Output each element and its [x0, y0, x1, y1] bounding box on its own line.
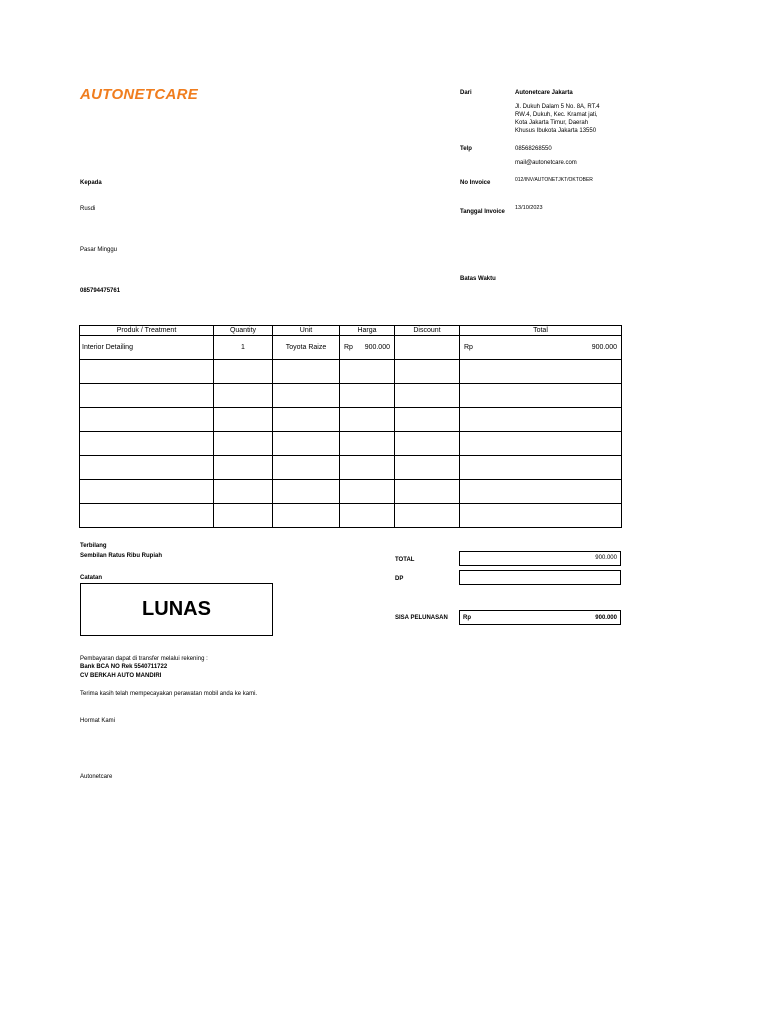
cell-qty	[214, 408, 273, 432]
cell-discount	[395, 432, 460, 456]
brand-part2: CARE	[154, 86, 199, 103]
cell-total	[460, 360, 622, 384]
total-currency: Rp	[464, 344, 473, 351]
cell-product	[80, 432, 214, 456]
cell-discount	[395, 456, 460, 480]
cell-price	[340, 504, 395, 528]
address-line-2: RW.4, Dukuh, Kec. Kramat jati,	[515, 112, 598, 118]
cell-qty	[214, 504, 273, 528]
table-row	[80, 384, 622, 408]
sisa-label: SISA PELUNASAN	[395, 615, 448, 621]
cell-total	[460, 408, 622, 432]
col-header-total: Total	[460, 326, 622, 336]
cell-price	[340, 456, 395, 480]
table-row	[80, 504, 622, 528]
col-header-discount: Discount	[395, 326, 460, 336]
cell-product	[80, 360, 214, 384]
catatan-label: Catatan	[80, 575, 103, 581]
cell-total	[460, 480, 622, 504]
total-amount: 900.000	[595, 555, 617, 561]
bank-account: Bank BCA NO Rek 5540711722	[80, 664, 168, 670]
cell-qty	[214, 360, 273, 384]
cell-product	[80, 408, 214, 432]
account-holder: CV BERKAH AUTO MANDIRI	[80, 673, 162, 679]
cell-unit	[273, 408, 340, 432]
table-row	[80, 432, 622, 456]
col-header-price: Harga	[340, 326, 395, 336]
sender-phone: 08568268550	[515, 146, 552, 152]
cell-qty	[214, 480, 273, 504]
cell-discount	[395, 480, 460, 504]
terbilang-value: Sembilan Ratus Ribu Rupiah	[80, 553, 163, 559]
total-box	[459, 551, 621, 566]
cell-product	[80, 456, 214, 480]
cell-total	[460, 336, 622, 360]
cell-price	[340, 336, 395, 360]
cell-qty	[214, 384, 273, 408]
dp-box	[459, 570, 621, 585]
cell-price	[340, 432, 395, 456]
company-name: Autonetcare Jakarta	[515, 90, 573, 96]
cell-discount	[395, 360, 460, 384]
regards-text: Hormat Kami	[80, 718, 116, 724]
cell-unit	[273, 504, 340, 528]
recipient-name: Rusdi	[80, 206, 96, 212]
invoice-date: 13/10/2023	[515, 205, 543, 211]
sisa-box	[459, 610, 621, 625]
paid-stamp: LUNAS	[80, 583, 273, 636]
col-header-quantity: Quantity	[214, 326, 273, 336]
cell-qty: 1	[214, 336, 273, 360]
address-line-1: Jl. Dukuh Dalam 5 No. 8A, RT.4	[515, 104, 600, 110]
table-row	[80, 456, 622, 480]
sisa-amount: 900.000	[595, 615, 617, 621]
cell-unit	[273, 480, 340, 504]
cell-qty	[214, 456, 273, 480]
cell-price	[340, 360, 395, 384]
cell-price	[340, 480, 395, 504]
col-header-unit: Unit	[273, 326, 340, 336]
phone-label: Telp	[460, 146, 472, 152]
cell-unit	[273, 456, 340, 480]
recipient-phone: 085794475761	[80, 288, 121, 294]
table-row	[80, 360, 622, 384]
cell-unit	[273, 432, 340, 456]
items-table	[79, 325, 622, 528]
recipient-area: Pasar Minggu	[80, 247, 118, 253]
terbilang-label: Terbilang	[80, 543, 107, 549]
brand-logo	[80, 86, 198, 103]
col-header-product: Produk / Treatment	[80, 326, 214, 336]
cell-product	[80, 504, 214, 528]
table-row	[80, 336, 622, 360]
invoice-no: 012/INV/AUTONETJKT/OKTOBER	[515, 177, 593, 183]
dp-label: DP	[395, 576, 404, 582]
cell-product	[80, 384, 214, 408]
cell-discount	[395, 336, 460, 360]
sisa-currency: Rp	[463, 615, 471, 621]
cell-product	[80, 480, 214, 504]
to-label: Kepada	[80, 180, 102, 186]
due-date-label: Batas Waktu	[460, 276, 496, 282]
invoice-no-label: No Invoice	[460, 180, 491, 186]
total-label: TOTAL	[395, 557, 415, 563]
cell-unit	[273, 360, 340, 384]
table-row	[80, 408, 622, 432]
cell-discount	[395, 384, 460, 408]
sender-email: mail@autonetcare.com	[515, 160, 577, 166]
cell-product: Interior Detailing	[80, 336, 214, 360]
price-value: 900.000	[364, 344, 390, 351]
invoice-date-label: Tanggal Invoice	[460, 209, 505, 215]
total-value: 900.000	[591, 344, 617, 351]
thank-you-note: Terima kasih telah mempecayakan perawatan mobil anda ke kami.	[80, 691, 258, 697]
cell-total	[460, 456, 622, 480]
cell-qty	[214, 432, 273, 456]
price-currency: Rp	[344, 344, 353, 351]
cell-total	[460, 504, 622, 528]
address-line-3: Kota Jakarta Timur, Daerah	[515, 120, 589, 126]
cell-price	[340, 384, 395, 408]
cell-discount	[395, 504, 460, 528]
address-line-4: Khusus Ibukota Jakarta 13550	[515, 128, 597, 134]
cell-unit	[273, 384, 340, 408]
payment-instruction: Pembayaran dapat di transfer melalui rekening :	[80, 656, 208, 662]
table-row	[80, 480, 622, 504]
cell-total	[460, 384, 622, 408]
cell-price	[340, 408, 395, 432]
from-label: Dari	[460, 90, 472, 96]
cell-unit: Toyota Raize	[273, 336, 340, 360]
table-header-row	[80, 326, 622, 336]
sender-address	[515, 103, 600, 135]
cell-total	[460, 432, 622, 456]
cell-discount	[395, 408, 460, 432]
brand-part1: AUTONET	[80, 86, 155, 103]
signature-name: Autonetcare	[80, 774, 113, 780]
